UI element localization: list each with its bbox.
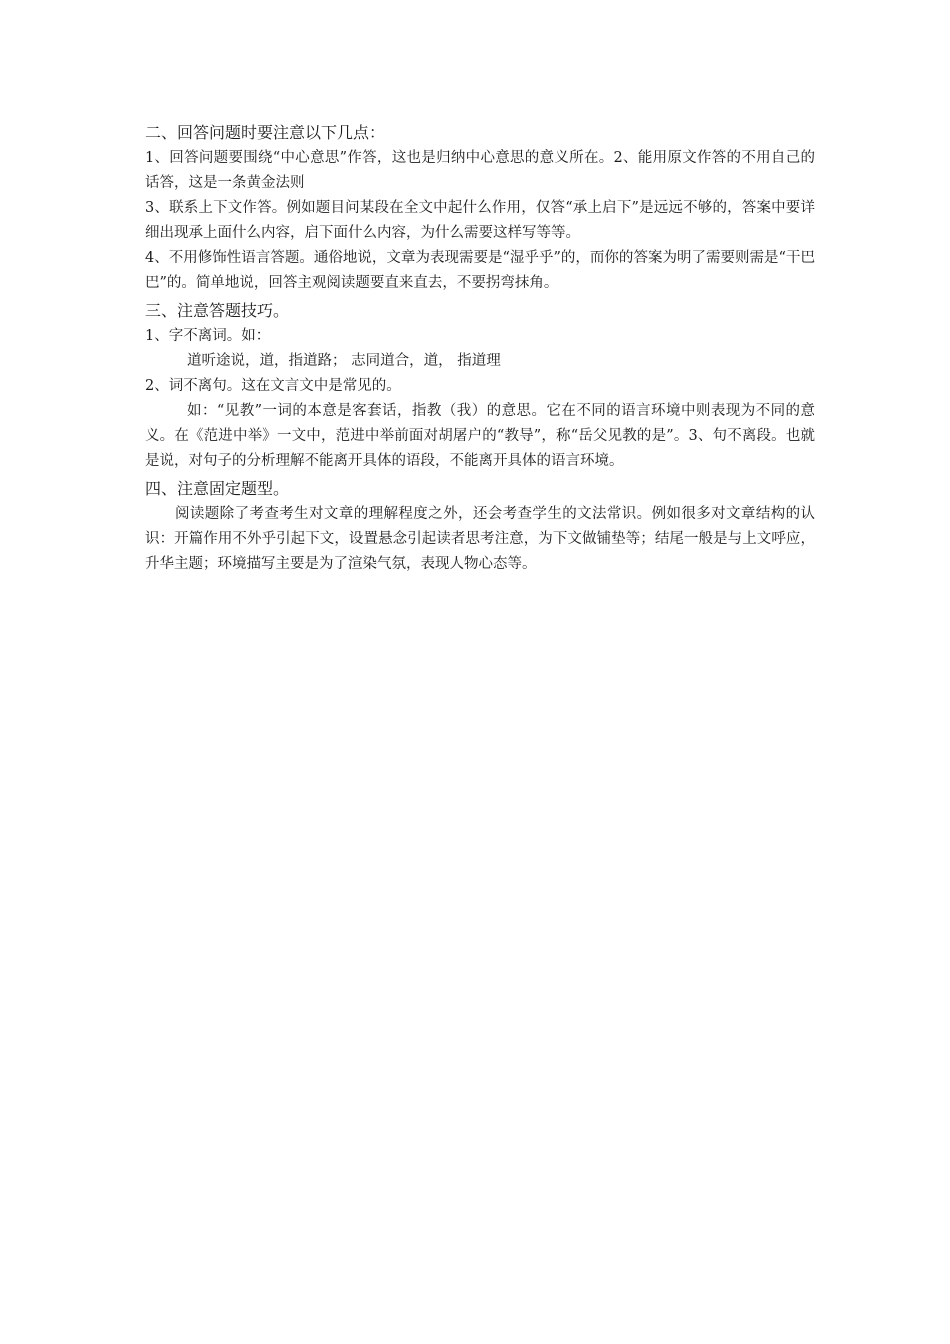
section-3-heading: 三、注意答题技巧。 <box>145 301 290 320</box>
section-2-paragraph-1: 1、回答问题要围绕“中心意思”作答，这也是归纳中心意思的意义所在。2、能用原文作答的不用自己的话答，这是一条黄金法则 <box>145 150 815 191</box>
section-2-heading: 二、回答问题时要注意以下几点： <box>145 123 386 142</box>
section-4-heading: 四、注意固定题型。 <box>145 479 290 498</box>
section-3-item-2: 2、词不离句。这在文言文中是常见的。 <box>145 378 401 394</box>
section-3-item-1: 1、字不离词。如： <box>145 328 271 344</box>
section-3-example-1: 道听途说，道，指道路； 志同道合，道， 指道理 <box>187 353 501 369</box>
document-page <box>145 120 815 577</box>
section-3-paragraph-4: 如：“见教”一词的本意是客套话，指教（我）的意思。它在不同的语言环境中则表现为不同的意义。在《范进中举》一文中，范进中举前面对胡屠户的“教导”，称“岳父见教的是”。3、句不离段。也就是说，对句子的分析理解不能离开具体的语段，不能离开具体的语言环境。 <box>145 403 815 469</box>
section-2-paragraph-3: 4、不用修饰性语言答题。通俗地说，文章为表现需要是“湿乎乎”的，而你的答案为明了需要则需是“干巴巴”的。简单地说，回答主观阅读题要直来直去，不要拐弯抹角。 <box>145 250 815 291</box>
section-4-paragraph-5: 阅读题除了考查考生对文章的理解程度之外，还会考查学生的文法常识。例如很多对文章结构的认识：开篇作用不外乎引起下文，设置悬念引起读者思考注意，为下文做铺垫等；结尾一般是与上文呼应，升华主题；环境描写主要是为了渲染气氛，表现人物心态等。 <box>145 506 815 572</box>
section-2-paragraph-2: 3、联系上下文作答。例如题目问某段在全文中起什么作用，仅答“承上启下”是远远不够的，答案中要详细出现承上面什么内容，启下面什么内容，为什么需要这样写等等。 <box>145 200 815 241</box>
